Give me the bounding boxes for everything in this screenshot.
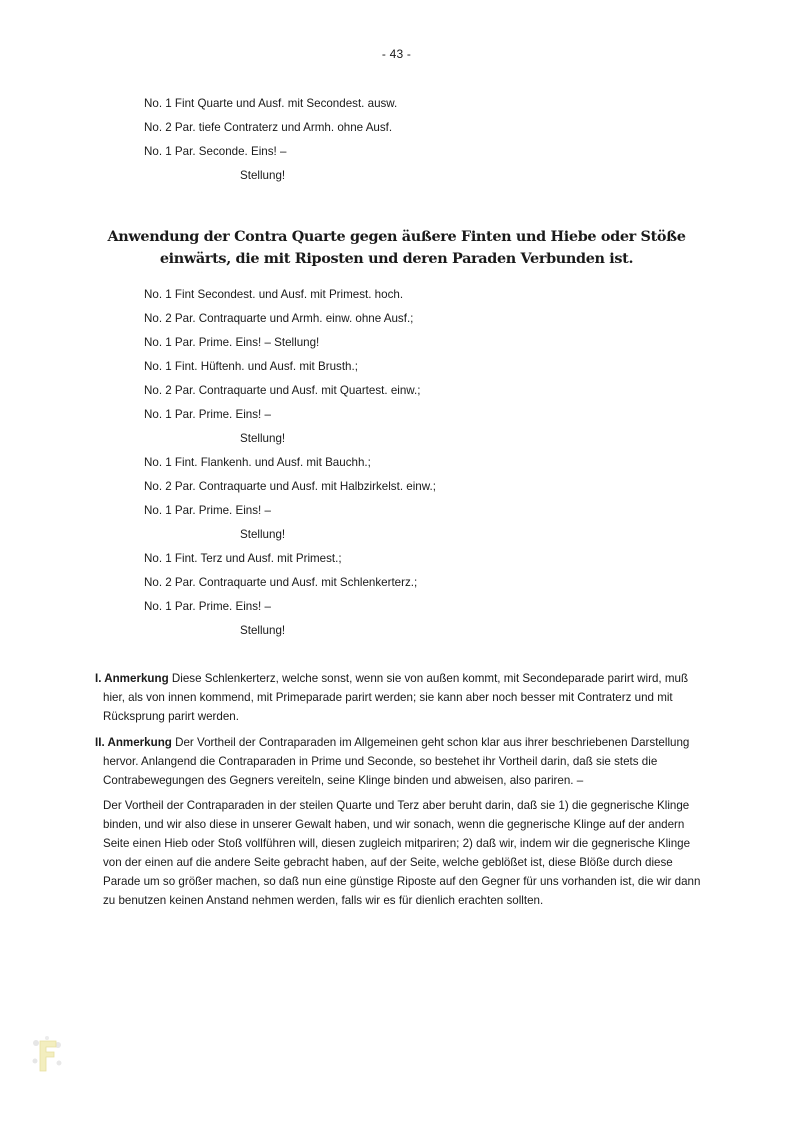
note-2-paragraph: Der Vortheil der Contraparaden in der steilen Quarte und Terz aber beruht darin, daß sie 1) die gegnerische Klinge binden, und wir also diese in unserer Gewalt haben, und wir sonach, wenn die gegnerische Klinge auf der andern Seite einen Hieb oder Stoß vollführen will, diesen zugleich mitpariren; 2) daß wir, indem wir die gegnerische Klinge von der einen auf die andere Seite gebracht haben, auf der Seite, welche geblößet ist, diese Blöße durch diese Parade um so größer machen, so daß nun eine günstige Riposte auf den Gegner für uns vorhanden ist, die wir dann zu benutzen keinen Anstand nehmen werden, falls wir es für dienlich erachten sollten. — [103, 799, 701, 907]
section-heading — [80, 226, 713, 270]
note-2-label: II. Anmerkung — [95, 736, 172, 749]
exercise-line: No. 1 Par. Prime. Eins! – — [144, 408, 271, 421]
section-heading-line-1: Anwendung der Contra Quarte gegen äußere Finten und Hiebe oder Stöße — [107, 228, 686, 245]
exercise-line: No. 1 Par. Prime. Eins! – — [144, 504, 271, 517]
exercise-line: No. 1 Fint. Flankenh. und Ausf. mit Bauchh.; — [144, 456, 371, 469]
section-heading-line-2: einwärts, die mit Riposten und deren Paraden Verbunden ist. — [159, 250, 634, 267]
exercise-line-stellung: Stellung! — [240, 169, 286, 182]
exercise-line: No. 2 Par. tiefe Contraterz und Armh. ohne Ausf. — [144, 121, 393, 134]
exercise-line: No. 1 Fint. Terz und Ausf. mit Primest.; — [144, 552, 342, 565]
exercise-line: No. 1 Par. Prime. Eins! – — [144, 600, 271, 613]
exercise-line-stellung: Stellung! — [240, 528, 286, 541]
note-1-text: Diese Schlenkerterz, welche sonst, wenn sie von außen kommt, mit Secondeparade parirt wird, muß hier, als von innen kommend, mit Primeparade parirt werden; sie kann aber noch besser mit Contraterz und mit Rücksprung parirt werden. — [103, 672, 689, 723]
exercise-block-1 — [144, 92, 397, 188]
exercise-line-stellung: Stellung! — [240, 624, 286, 637]
page-number: - 43 - — [381, 47, 412, 61]
exercise-line-stellung: Stellung! — [240, 432, 286, 445]
publisher-f-logo-icon — [30, 1035, 64, 1075]
exercise-line: No. 2 Par. Contraquarte und Ausf. mit Schlenkerterz.; — [144, 576, 418, 589]
exercise-line: No. 1 Fint Quarte und Ausf. mit Secondest. ausw. — [144, 97, 398, 110]
note-1 — [95, 669, 705, 726]
exercise-block-2 — [144, 283, 436, 643]
note-1-label: I. Anmerkung — [95, 672, 169, 685]
note-2-text: Der Vortheil der Contraparaden im Allgemeinen geht schon klar aus ihrer beschriebenen Darstellung hervor. Anlangend die Contraparaden in Prime und Seconde, so bestehet ihr Vortheil darin, daß sie stets die Contrabewegungen des Gegners vereiteln, seine Klinge binden und abweisen, also pariren. – — [103, 736, 690, 787]
exercise-line: No. 1 Fint. Hüftenh. und Ausf. mit Brusth.; — [144, 360, 358, 373]
exercise-line: No. 1 Fint Secondest. und Ausf. mit Primest. hoch. — [144, 288, 404, 301]
exercise-line: No. 1 Par. Seconde. Eins! – — [144, 145, 287, 158]
note-2 — [95, 733, 705, 790]
exercise-line: No. 2 Par. Contraquarte und Ausf. mit Halbzirkelst. einw.; — [144, 480, 436, 493]
exercise-line: No. 2 Par. Contraquarte und Armh. einw. ohne Ausf.; — [144, 312, 414, 325]
exercise-line: No. 2 Par. Contraquarte und Ausf. mit Quartest. einw.; — [144, 384, 421, 397]
exercise-line: No. 1 Par. Prime. Eins! – Stellung! — [144, 336, 320, 349]
